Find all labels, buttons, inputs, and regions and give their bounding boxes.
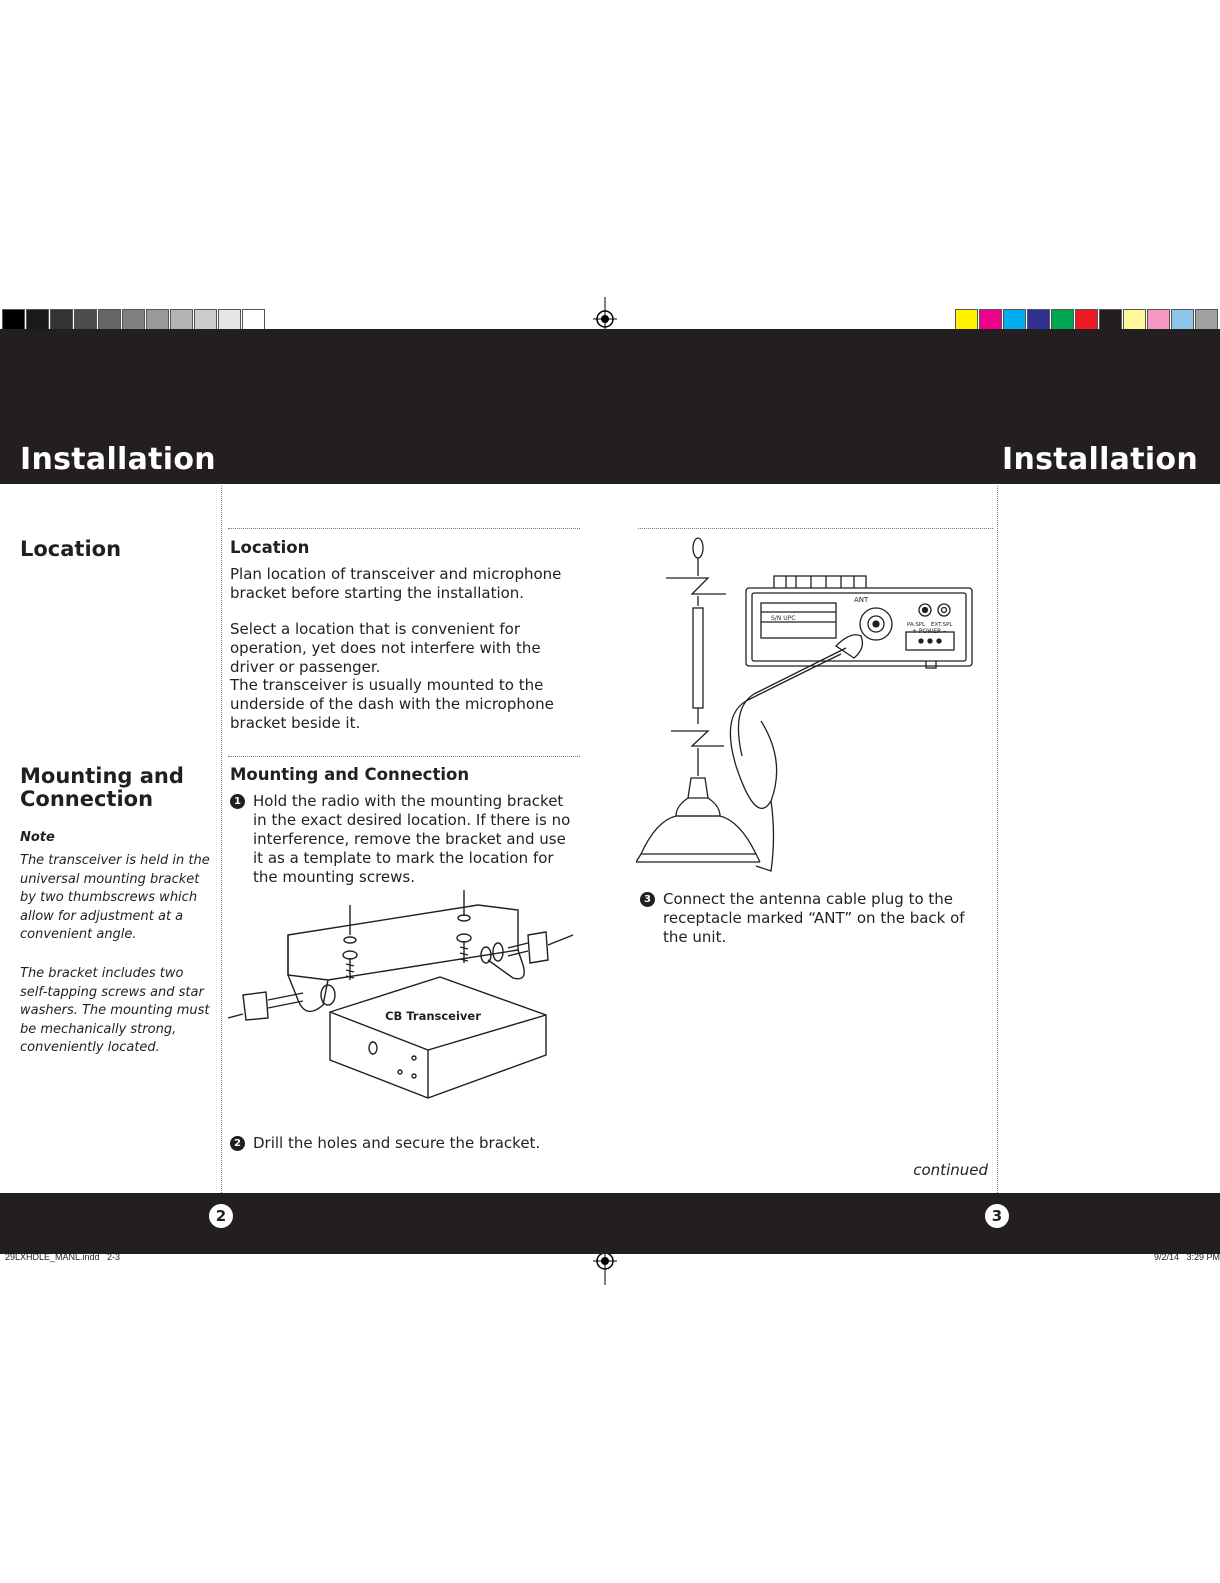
page-number-left: 2 (209, 1204, 233, 1228)
page-number-right: 3 (985, 1204, 1009, 1228)
header-title-left: Installation (20, 442, 216, 477)
sidebar-mounting-heading: Mounting and Connection (20, 764, 184, 811)
location-heading: Location (230, 538, 310, 557)
column-divider-left (221, 486, 222, 1193)
step-text: Hold the radio with the mounting bracket in the exact desired location. If there is no interference, remove the bracket and use it as a template to mark the location for the mounting screws. (253, 792, 571, 886)
step-3 (640, 890, 990, 947)
sidebar-location-heading: Location (20, 537, 122, 561)
note-paragraph-2: The bracket includes two self-tapping screws and star washers. The mounting must be mechanically strong, conveniently located. (20, 966, 210, 1055)
location-paragraph-3: The transceiver is usually mounted to the underside of the dash with the microphone bracket beside it. (230, 676, 554, 732)
step-text: Drill the holes and secure the bracket. (253, 1134, 541, 1152)
note-paragraph-1: The transceiver is held in the universal mounting bracket by two thumbscrews which allow for adjustment at a convenient angle. (20, 853, 210, 942)
power-label: + POWER – (912, 628, 947, 635)
footer-band (0, 1193, 1220, 1254)
rule-location (228, 528, 580, 529)
serial-label: S/N UPC (771, 615, 796, 622)
step-number: 3 (640, 892, 655, 907)
step-number: 1 (230, 794, 245, 809)
column-divider-right (997, 486, 998, 1193)
rule-figure (638, 528, 993, 529)
step-text: Connect the antenna cable plug to the receptacle marked “ANT” on the back of the unit. (663, 890, 965, 946)
step-1 (230, 792, 575, 887)
header-title-right: Installation (1002, 442, 1198, 477)
antenna-connection-illustration (636, 536, 986, 876)
location-paragraph-2: Select a location that is convenient for operation, yet does not interfere with the driver or passenger. (230, 620, 541, 676)
file-slug: 29LXHDLE_MANL.indd 2-3 (5, 1252, 121, 1262)
ext-speaker-label: EXT.SPL (931, 622, 953, 628)
location-paragraph-1: Plan location of transceiver and microphone bracket before starting the installation. (230, 565, 562, 602)
mounting-heading: Mounting and Connection (230, 765, 470, 784)
note-label: Note (20, 830, 55, 845)
bracket-illustration (228, 890, 588, 1110)
step-number: 2 (230, 1136, 245, 1151)
continued-note: continued (913, 1161, 988, 1179)
pa-speaker-label: PA.SPL (907, 622, 926, 628)
cb-transceiver-label: CB Transceiver (385, 1009, 481, 1023)
ant-label: ANT (854, 596, 869, 604)
step-2 (230, 1134, 575, 1153)
rule-mounting (228, 756, 580, 757)
date-slug: 9/2/14 3:29 PM (1153, 1252, 1220, 1262)
